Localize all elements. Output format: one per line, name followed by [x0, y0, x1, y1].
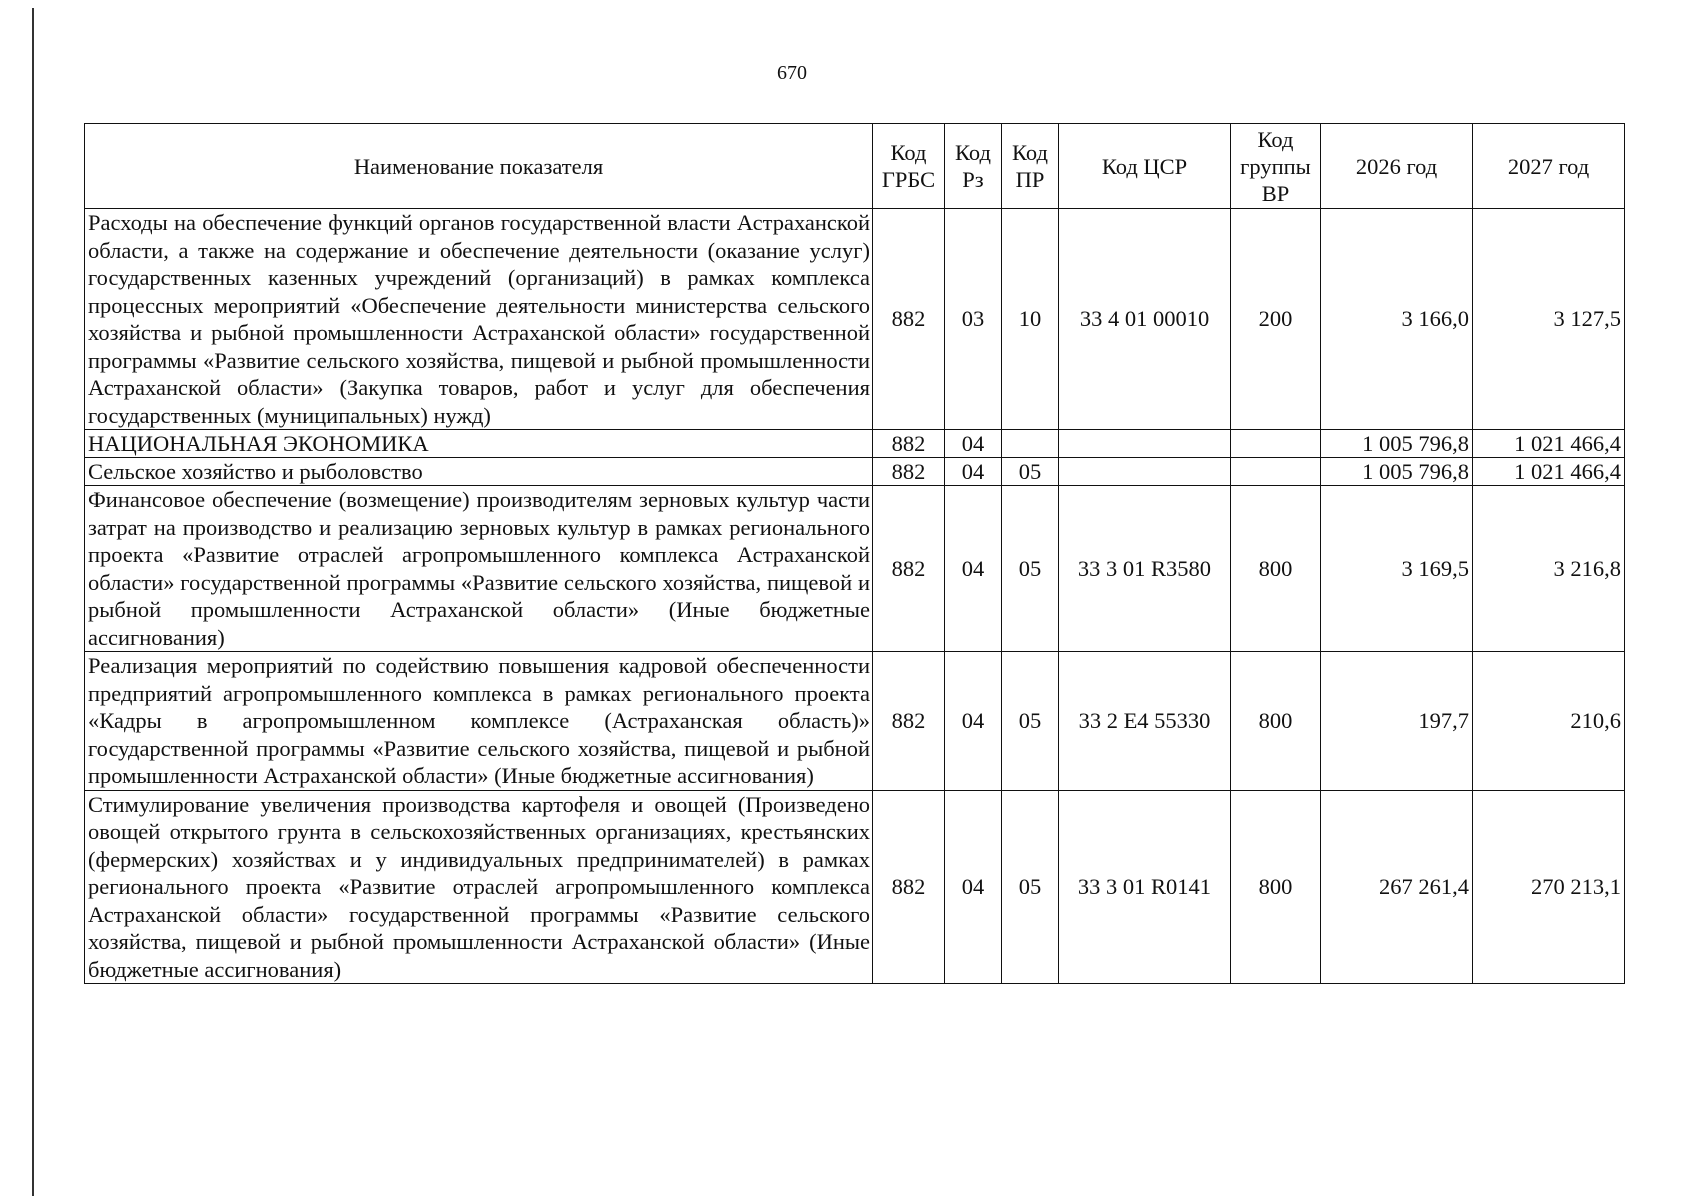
row-vr: 800	[1231, 790, 1321, 984]
row-2027: 1 021 466,4	[1473, 458, 1625, 486]
row-rz: 03	[945, 209, 1002, 430]
row-rz: 04	[945, 652, 1002, 791]
header-rz: Код Рз	[945, 124, 1002, 209]
row-2026: 197,7	[1321, 652, 1473, 791]
table-row	[85, 430, 1625, 458]
row-vr	[1231, 458, 1321, 486]
row-csr	[1059, 430, 1231, 458]
row-2026: 3 166,0	[1321, 209, 1473, 430]
row-vr: 800	[1231, 652, 1321, 791]
row-name: Расходы на обеспечение функций органов государственной власти Астраханской области, а также на содержание и обеспечение деятельности (оказание услуг) государственных казенных учреждений (организаций) в рамках комплекса процессных мероприятий «Обеспечение деятельности министерства сельского хозяйства и рыбной промышленности Астраханской области» государственной программы «Развитие сельского хозяйства, пищевой и рыбной промышленности Астраханской области» (Закупка товаров, работ и услуг для обеспечения государственных (муниципальных) нужд)	[85, 209, 873, 430]
row-pr	[1002, 430, 1059, 458]
table-row	[85, 652, 1625, 791]
row-name: НАЦИОНАЛЬНАЯ ЭКОНОМИКА	[85, 430, 873, 458]
row-csr: 33 2 Е4 55330	[1059, 652, 1231, 791]
row-2026: 1 005 796,8	[1321, 458, 1473, 486]
row-name: Финансовое обеспечение (возмещение) производителям зерновых культур части затрат на производство и реализацию зерновых культур в рамках регионального проекта «Развитие отраслей агропромышленного комплекса Астраханской области» государственной программы «Развитие сельского хозяйства, пищевой и рыбной промышленности Астраханской области» (Иные бюджетные ассигнования)	[85, 486, 873, 652]
row-csr: 33 4 01 00010	[1059, 209, 1231, 430]
table-row	[85, 790, 1625, 984]
table-header-row	[85, 124, 1625, 209]
row-vr	[1231, 430, 1321, 458]
header-vr: Код группы ВР	[1231, 124, 1321, 209]
row-vr: 800	[1231, 486, 1321, 652]
row-grbs: 882	[873, 790, 945, 984]
row-grbs: 882	[873, 430, 945, 458]
row-2026: 1 005 796,8	[1321, 430, 1473, 458]
row-pr: 05	[1002, 790, 1059, 984]
row-pr: 05	[1002, 486, 1059, 652]
table-row	[85, 486, 1625, 652]
row-vr: 200	[1231, 209, 1321, 430]
header-2026: 2026 год	[1321, 124, 1473, 209]
row-grbs: 882	[873, 209, 945, 430]
row-pr: 05	[1002, 458, 1059, 486]
row-pr: 10	[1002, 209, 1059, 430]
table-row	[85, 458, 1625, 486]
row-2026: 3 169,5	[1321, 486, 1473, 652]
row-grbs: 882	[873, 486, 945, 652]
row-pr: 05	[1002, 652, 1059, 791]
row-csr: 33 3 01 R0141	[1059, 790, 1231, 984]
header-name: Наименование показателя	[85, 124, 873, 209]
budget-table	[84, 123, 1625, 984]
row-2027: 1 021 466,4	[1473, 430, 1625, 458]
row-grbs: 882	[873, 458, 945, 486]
row-csr: 33 3 01 R3580	[1059, 486, 1231, 652]
row-rz: 04	[945, 790, 1002, 984]
binding-margin-line	[32, 8, 34, 1196]
row-2027: 270 213,1	[1473, 790, 1625, 984]
row-grbs: 882	[873, 652, 945, 791]
header-pr: Код ПР	[1002, 124, 1059, 209]
row-csr	[1059, 458, 1231, 486]
row-rz: 04	[945, 458, 1002, 486]
row-rz: 04	[945, 486, 1002, 652]
header-2027: 2027 год	[1473, 124, 1625, 209]
header-csr: Код ЦСР	[1059, 124, 1231, 209]
row-2027: 3 127,5	[1473, 209, 1625, 430]
row-rz: 04	[945, 430, 1002, 458]
row-name: Сельское хозяйство и рыболовство	[85, 458, 873, 486]
row-name: Реализация мероприятий по содействию повышения кадровой обеспеченности предприятий агропромышленного комплекса в рамках регионального проекта «Кадры в агропромышленном комплексе (Астраханская область)» государственной программы «Развитие сельского хозяйства, пищевой и рыбной промышленности Астраханской области» (Иные бюджетные ассигнования)	[85, 652, 873, 791]
page-number: 670	[777, 62, 807, 84]
row-2027: 3 216,8	[1473, 486, 1625, 652]
table-row	[85, 209, 1625, 430]
row-name: Стимулирование увеличения производства картофеля и овощей (Произведено овощей открытого грунта в сельскохозяйственных организациях, крестьянских (фермерских) хозяйствах и у индивидуальных предпринимателей) в рамках регионального проекта «Развитие отраслей агропромышленного комплекса Астраханской области» государственной программы «Развитие сельского хозяйства, пищевой и рыбной промышленности Астраханской области» (Иные бюджетные ассигнования)	[85, 790, 873, 984]
row-2026: 267 261,4	[1321, 790, 1473, 984]
header-grbs: Код ГРБС	[873, 124, 945, 209]
row-2027: 210,6	[1473, 652, 1625, 791]
